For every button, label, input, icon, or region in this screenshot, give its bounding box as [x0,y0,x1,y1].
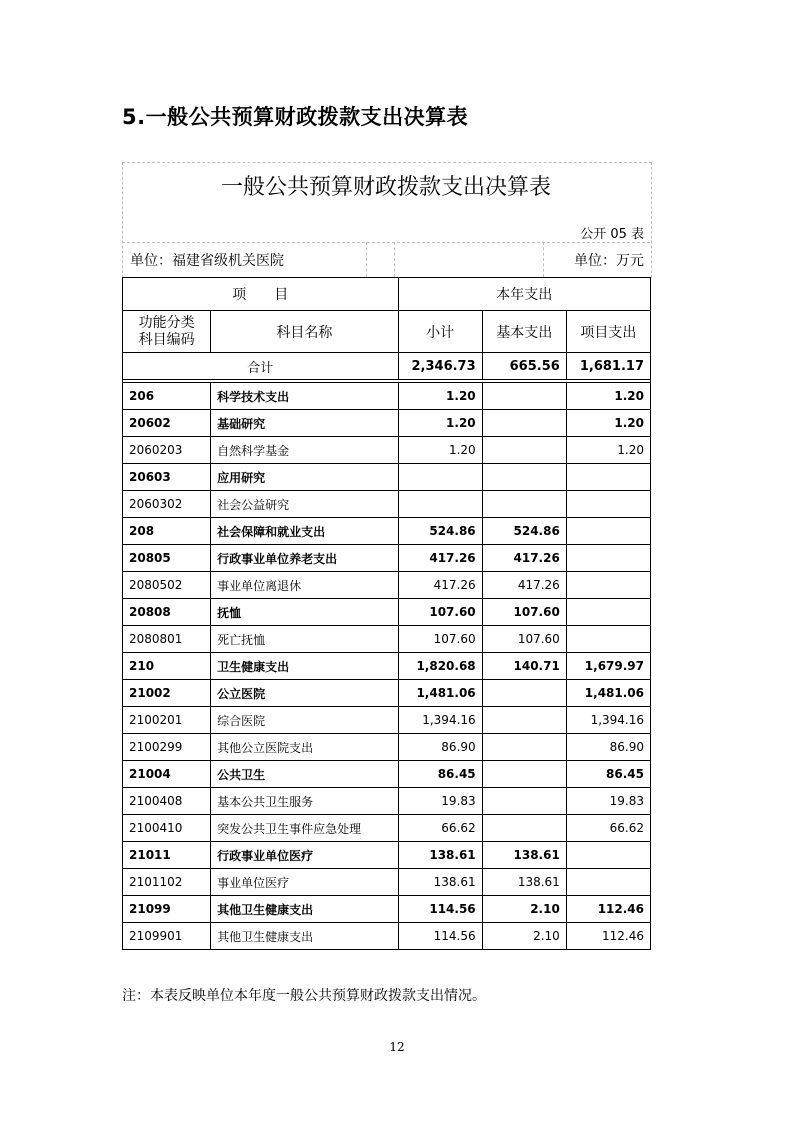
row-name: 社会公益研究 [211,491,398,518]
row-project [566,599,650,626]
dashed-divider [366,242,367,277]
header-code-line1: 功能分类 [138,314,195,331]
header-code-line2: 科目编码 [138,331,195,348]
row-basic [482,680,566,707]
row-project [566,545,650,572]
row-name: 综合医院 [211,707,398,734]
row-project: 66.62 [566,815,650,842]
row-basic [482,383,566,410]
row-subtotal [398,491,482,518]
table-row [123,518,651,545]
table-row [123,653,651,680]
currency-unit: 单位：万元 [574,253,644,269]
dashed-divider [394,242,395,277]
row-basic [482,410,566,437]
row-name: 其他公立医院支出 [211,734,398,761]
total-basic: 665.56 [482,353,566,380]
row-subtotal: 114.56 [398,896,482,923]
table-row [123,896,651,923]
row-subtotal: 1,394.16 [398,707,482,734]
row-subtotal: 417.26 [398,572,482,599]
row-name: 事业单位医疗 [211,869,398,896]
row-code: 21004 [123,761,211,788]
row-subtotal: 66.62 [398,815,482,842]
row-basic: 138.61 [482,842,566,869]
row-subtotal: 1,481.06 [398,680,482,707]
row-subtotal: 1,820.68 [398,653,482,680]
row-code: 2060203 [123,437,211,464]
header-item: 项 目 [123,278,399,311]
row-basic: 107.60 [482,599,566,626]
row-project: 1,679.97 [566,653,650,680]
row-name: 基础研究 [211,410,398,437]
table-row [123,626,651,653]
row-basic: 107.60 [482,626,566,653]
row-code: 21099 [123,896,211,923]
row-name: 其他卫生健康支出 [211,923,398,950]
row-project [566,869,650,896]
row-code: 2060302 [123,491,211,518]
form-number: 公开 05 表 [580,227,644,242]
row-name: 事业单位离退休 [211,572,398,599]
row-subtotal: 114.56 [398,923,482,950]
header-project: 项目支出 [566,311,650,353]
row-basic: 417.26 [482,545,566,572]
table-row [123,761,651,788]
dashed-divider [543,242,544,277]
row-subtotal: 417.26 [398,545,482,572]
header-code [123,311,211,353]
row-subtotal: 1.20 [398,437,482,464]
row-name: 公共卫生 [211,761,398,788]
row-code: 20603 [123,464,211,491]
row-project: 1.20 [566,437,650,464]
row-code: 2101102 [123,869,211,896]
row-basic: 524.86 [482,518,566,545]
row-name: 科学技术支出 [211,383,398,410]
table-title: 一般公共预算财政拨款支出决算表 [220,175,551,200]
row-subtotal [398,464,482,491]
row-basic: 2.10 [482,896,566,923]
table-row [123,572,651,599]
row-project [566,464,650,491]
row-name: 卫生健康支出 [211,653,398,680]
total-label: 合计 [123,353,399,380]
row-subtotal: 86.90 [398,734,482,761]
row-subtotal: 107.60 [398,599,482,626]
row-code: 2080801 [123,626,211,653]
row-project: 112.46 [566,896,650,923]
row-project [566,626,650,653]
total-row [123,353,651,380]
row-code: 21011 [123,842,211,869]
row-name: 行政事业单位医疗 [211,842,398,869]
row-code: 20805 [123,545,211,572]
table-row [123,545,651,572]
row-basic [482,788,566,815]
row-project: 1,481.06 [566,680,650,707]
table-row [123,491,651,518]
header-basic: 基本支出 [482,311,566,353]
row-project: 86.90 [566,734,650,761]
table-row [123,788,651,815]
row-name: 抚恤 [211,599,398,626]
row-project: 1.20 [566,410,650,437]
row-project: 1.20 [566,383,650,410]
expenditure-table [122,277,651,950]
header-row [123,278,651,311]
table-row [123,734,651,761]
table-note: 注：本表反映单位本年度一般公共预算财政拨款支出情况。 [122,988,486,1004]
row-project: 86.45 [566,761,650,788]
row-subtotal: 138.61 [398,842,482,869]
row-subtotal: 1.20 [398,383,482,410]
row-basic [482,491,566,518]
row-basic: 138.61 [482,869,566,896]
table-row [123,599,651,626]
row-name: 应用研究 [211,464,398,491]
table-row [123,680,651,707]
row-code: 2080502 [123,572,211,599]
table-row [123,437,651,464]
row-code: 208 [123,518,211,545]
table-row [123,707,651,734]
total-subtotal: 2,346.73 [398,353,482,380]
row-code: 2109901 [123,923,211,950]
row-basic [482,761,566,788]
row-subtotal: 138.61 [398,869,482,896]
section-title: 5.一般公共预算财政拨款支出决算表 [122,105,469,129]
row-code: 20602 [123,410,211,437]
dashed-divider [122,242,650,243]
header-row [123,311,651,353]
row-code: 206 [123,383,211,410]
row-code: 20808 [123,599,211,626]
row-basic [482,707,566,734]
row-name: 行政事业单位养老支出 [211,545,398,572]
row-basic: 2.10 [482,923,566,950]
table-row [123,815,651,842]
row-subtotal: 524.86 [398,518,482,545]
row-subtotal: 86.45 [398,761,482,788]
row-name: 突发公共卫生事件应急处理 [211,815,398,842]
row-project: 112.46 [566,923,650,950]
row-code: 2100408 [123,788,211,815]
table-row [123,464,651,491]
header-subtotal: 小计 [398,311,482,353]
total-project: 1,681.17 [566,353,650,380]
row-code: 210 [123,653,211,680]
table-row [123,383,651,410]
row-code: 2100299 [123,734,211,761]
unit-name: 单位：福建省级机关医院 [130,253,284,269]
row-project [566,491,650,518]
row-basic [482,437,566,464]
table-row [123,869,651,896]
row-project: 1,394.16 [566,707,650,734]
row-basic: 140.71 [482,653,566,680]
row-subtotal: 1.20 [398,410,482,437]
row-name: 基本公共卫生服务 [211,788,398,815]
table-row [123,842,651,869]
row-basic [482,815,566,842]
row-project [566,842,650,869]
table-row [123,923,651,950]
row-name: 死亡抚恤 [211,626,398,653]
row-name: 社会保障和就业支出 [211,518,398,545]
row-project [566,572,650,599]
row-name: 其他卫生健康支出 [211,896,398,923]
row-project: 19.83 [566,788,650,815]
header-current-year: 本年支出 [398,278,651,311]
row-basic [482,464,566,491]
header-name: 科目名称 [211,311,398,353]
page-number: 12 [389,1040,405,1054]
table-row [123,410,651,437]
row-basic: 417.26 [482,572,566,599]
row-name: 公立医院 [211,680,398,707]
row-subtotal: 19.83 [398,788,482,815]
row-subtotal: 107.60 [398,626,482,653]
row-code: 2100410 [123,815,211,842]
row-name: 自然科学基金 [211,437,398,464]
row-project [566,518,650,545]
row-basic [482,734,566,761]
row-code: 2100201 [123,707,211,734]
row-code: 21002 [123,680,211,707]
